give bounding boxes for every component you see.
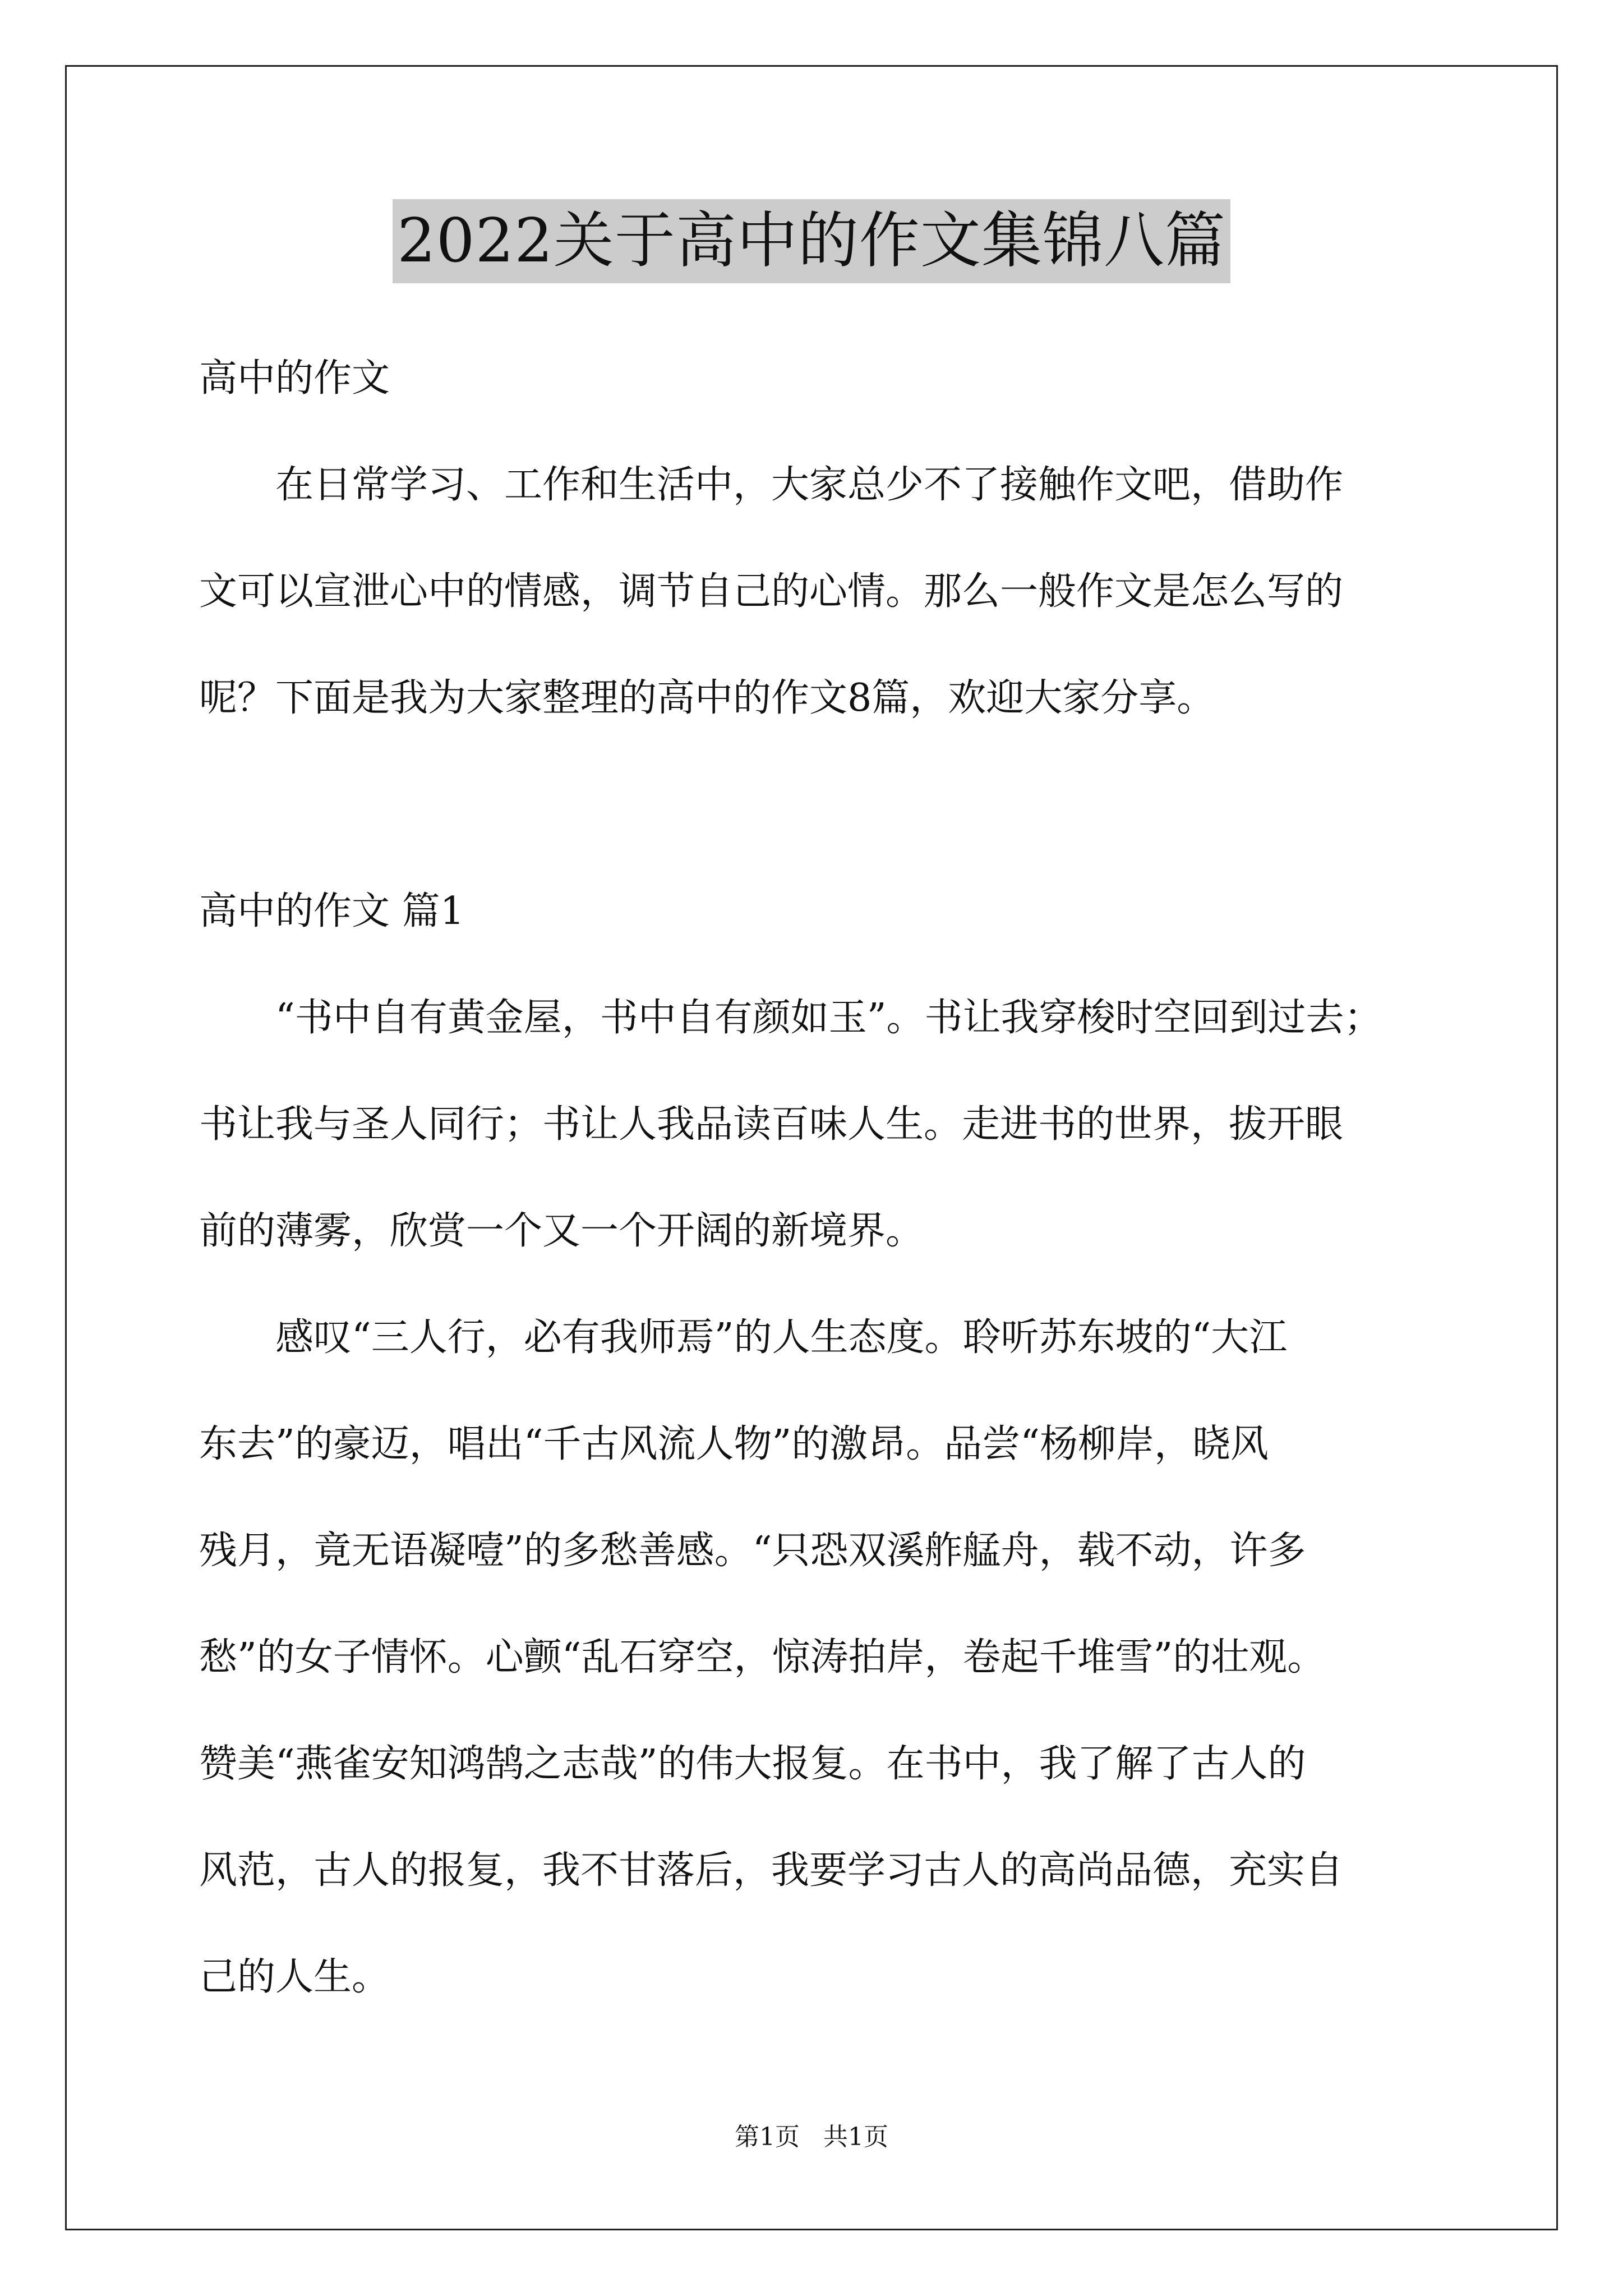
intro-heading: 高中的作文 (199, 356, 390, 401)
page-footer: 第1页 共1页 (735, 2123, 888, 2151)
paragraph2-line: 感叹“三人行，必有我师焉”的人生态度。聆听苏东坡的“大江 (275, 1315, 1288, 1360)
paragraph2-line: 愁”的女子情怀。心颤“乱石穿空，惊涛拍岸，卷起千堆雪”的壮观。 (199, 1635, 1326, 1680)
intro-line: 文可以宣泄心中的情感，调节自己的心情。那么一般作文是怎么写的 (199, 569, 1344, 614)
paragraph-gap (199, 752, 1489, 858)
document-body (199, 325, 1489, 2031)
paragraph2-line: 风范，古人的报复，我不甘落后，我要学习古人的高尚品德，充实自 (199, 1848, 1344, 1893)
intro-line: 呢？下面是我为大家整理的高中的作文8篇，欢迎大家分享。 (199, 676, 1215, 720)
paragraph1-line: “书中自有黄金屋，书中自有颜如玉”。书让我穿梭时空回到过去； (275, 996, 1382, 1040)
paragraph1-line: 书让我与圣人同行；书让人我品读百味人生。走进书的世界，拔开眼 (199, 1102, 1344, 1147)
document-title: 2022关于高中的作文集锦八篇 (393, 199, 1230, 283)
paragraph2-line: 己的人生。 (199, 1955, 390, 1999)
paragraph2-line: 东去”的豪迈，唱出“千古风流人物”的激昂。品尝“杨柳岸，晓风 (199, 1422, 1269, 1466)
paragraph1-line: 前的薄雾，欣赏一个又一个开阔的新境界。 (199, 1209, 924, 1253)
intro-line: 在日常学习、工作和生活中，大家总少不了接触作文吧，借助作 (275, 463, 1344, 507)
paragraph2-line: 赞美“燕雀安知鸿鹄之志哉”的伟大报复。在书中，我了解了古人的 (199, 1742, 1306, 1786)
paragraph2-line: 残月，竟无语凝噎”的多愁善感。“只恐双溪舴艋舟，载不动，许多 (199, 1529, 1306, 1573)
title-container (0, 199, 1623, 283)
section-heading: 高中的作文 篇1 (199, 889, 464, 933)
